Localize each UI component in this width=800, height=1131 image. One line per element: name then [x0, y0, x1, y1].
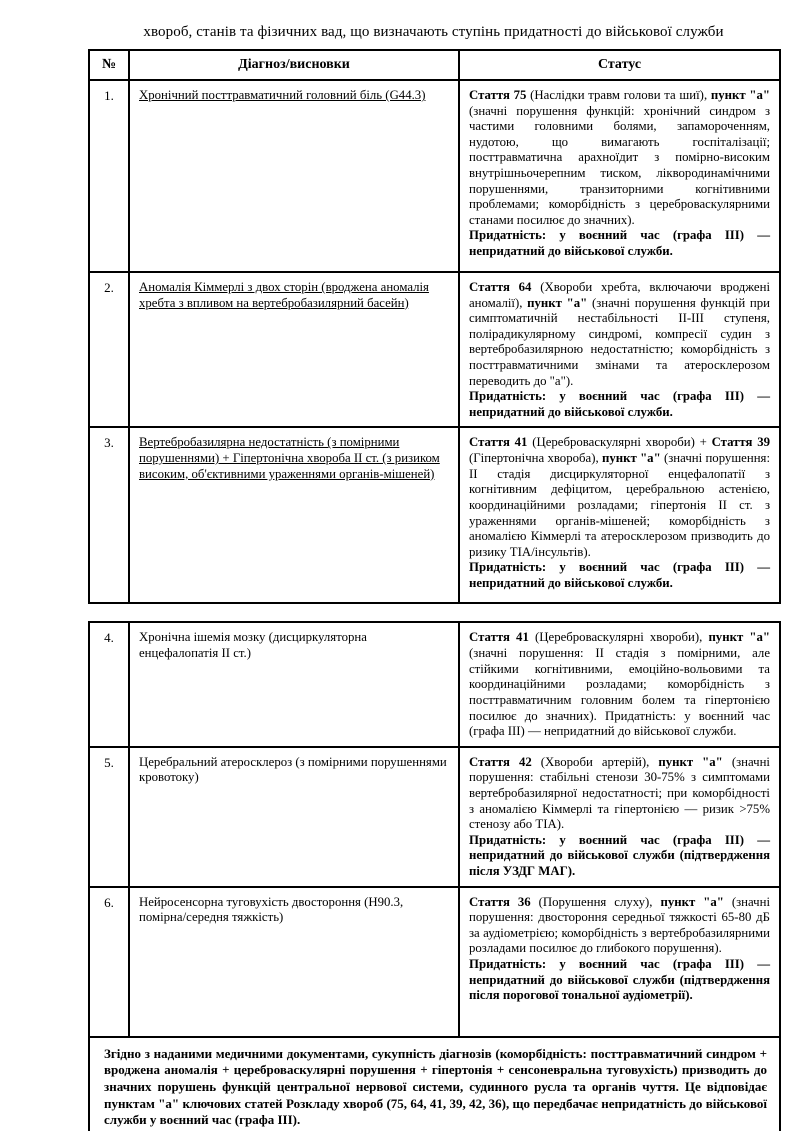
col-header-status: Статус: [459, 50, 780, 80]
col-header-diagnosis: Діагноз/висновки: [129, 50, 459, 80]
row-number: 2.: [89, 272, 129, 427]
summary-text: Згідно з наданими медичними документами, сукупність діагнозів (коморбідність: посттравматичний синдром + вроджена аномалія + цереброваскулярні порушення + гіпертонія + сенсоневральна туговухість) призводить до значних порушень функцій центральної нервової системи, судинного русла та органів чуття. Це відповідає пунктам "а" ключових статей Розкладу хвороб (75, 64, 41, 39, 42, 36), що передбачає непридатність до військової служби у воєнний час (графа III).: [89, 1037, 780, 1131]
page-title: хвороб, станів та фізичних вад, що визначають ступінь придатності до військової служби: [143, 24, 724, 40]
diagnosis-cell: [129, 272, 459, 427]
row-number: 3.: [89, 427, 129, 603]
status-cell: Стаття 75 (Наслідки травм голови та шиї), пункт "а" (значні порушення функцій: хронічний синдром з частими головними болями, запамороченням, нудотою, що вимагають госпіталізації; посттравматична арахноїдит з помірно-високим внутрішньочерепним тиском, ліквородинамічними порушеннями, транзиторними когнітивними проблемами; коморбідність з цереброваскулярними станами посилює до значних). Придатність: у воєнний час (графа III) — непридатний до військової служби.: [459, 80, 780, 272]
summary-row: [89, 1037, 780, 1131]
diagnosis-text: Нейросенсорна туговухість двостороння (H90.3, помірна/середня тяжкість): [139, 894, 404, 925]
diagnosis-text: Вертебробазилярна недостатність (з помірними порушеннями) + Гіпертонічна хвороба II ст. (з ризиком високим, об'єктивними ураженнями органів-мішеней): [139, 435, 440, 481]
status-cell: Стаття 36 (Порушення слуху), пункт "а" (значні порушення: двостороння середньої тяжкості 65-80 дБ за аудіометрією; коморбідність з вертебробазилярними розладами посилює до глибокого порушення). Придатність: у воєнний час (графа III) — непридатний до військової служби (підтвердження після порогової тональної аудіометрії).: [459, 887, 780, 1037]
status-cell: Стаття 64 (Хвороби хребта, включаючи вроджені аномалії), пункт "а" (значні порушення функцій при симптоматичній нестабільності II-III ступеня, полірадикулярному синдромі, компресії судин з вертебробазилярною недостатністю; коморбідність з посттравматичними змінами та атеросклерозом переводить до "а"). Придатність: у воєнний час (графа III) — непридатний до військової служби.: [459, 272, 780, 427]
table-row: [89, 747, 780, 887]
diagnosis-cell: [129, 427, 459, 603]
diagnosis-text: Церебральний атеросклероз (з помірними порушеннями кровотоку): [139, 754, 447, 785]
table-row: [89, 427, 780, 603]
diagnosis-text: Хронічна ішемія мозку (дисциркуляторна енцефалопатія II ст.): [139, 630, 367, 661]
status-cell: Стаття 42 (Хвороби артерій), пункт "а" (значні порушення: стабільні стенози 30-75% з симптомами вертебробазилярної недостатності; при коморбідності з аномалією Кіммерлі та гіпертонією — ризик >75% стенозу або ТІА). Придатність: у воєнний час (графа III) — непридатний до військової служби (підтвердження після УЗДГ МАГ).: [459, 747, 780, 887]
diagnosis-cell: [129, 887, 459, 1037]
table-row: [89, 622, 780, 746]
row-number: 6.: [89, 887, 129, 1037]
diagnosis-cell: [129, 80, 459, 272]
diagnosis-cell: [129, 747, 459, 887]
diagnosis-text: Аномалія Кіммерлі з двох сторін (вроджена аномалія хребта з впливом на вертебробазилярний басейн): [139, 280, 429, 310]
table-row: [89, 887, 780, 1037]
status-cell: Стаття 41 (Цереброваскулярні хвороби), пункт "а" (значні порушення: II стадія з помірними, але стійкими когнітивними, емоційно-вольовими та координаційними розладами; коморбідність з посттравматичним головним болем та гіпертонією посилює до значних). Придатність: у воєнний час (графа III) — непридатний до військової служби.: [459, 622, 780, 746]
diagnosis-table-upper: [88, 49, 781, 604]
status-cell: Стаття 41 (Цереброваскулярні хвороби) + Стаття 39 (Гіпертонічна хвороба), пункт "а" (значні порушення: II стадія дисциркуляторної енцефалопатії з когнітивним дефіцитом, церебральною астенією, координаційними розладами; гіпертонія II ст. з ураженнями органів-мішеней; коморбідність з аномалією Кіммерлі та атеросклерозом призводить до ризику ТІА/інсультів). Придатність: у воєнний час (графа III) — непридатний до військової служби.: [459, 427, 780, 603]
row-number: 1.: [89, 80, 129, 272]
row-number: 4.: [89, 622, 129, 746]
col-header-num: №: [89, 50, 129, 80]
table-row: [89, 272, 780, 427]
row-number: 5.: [89, 747, 129, 887]
diagnosis-text: Хронічний посттравматичний головний біль (G44.3): [139, 88, 426, 102]
diagnosis-table-lower: [88, 621, 781, 1131]
document-body: [88, 23, 779, 1131]
diagnosis-cell: [129, 622, 459, 746]
table-header-row: [89, 50, 780, 80]
table-row: [89, 80, 780, 272]
